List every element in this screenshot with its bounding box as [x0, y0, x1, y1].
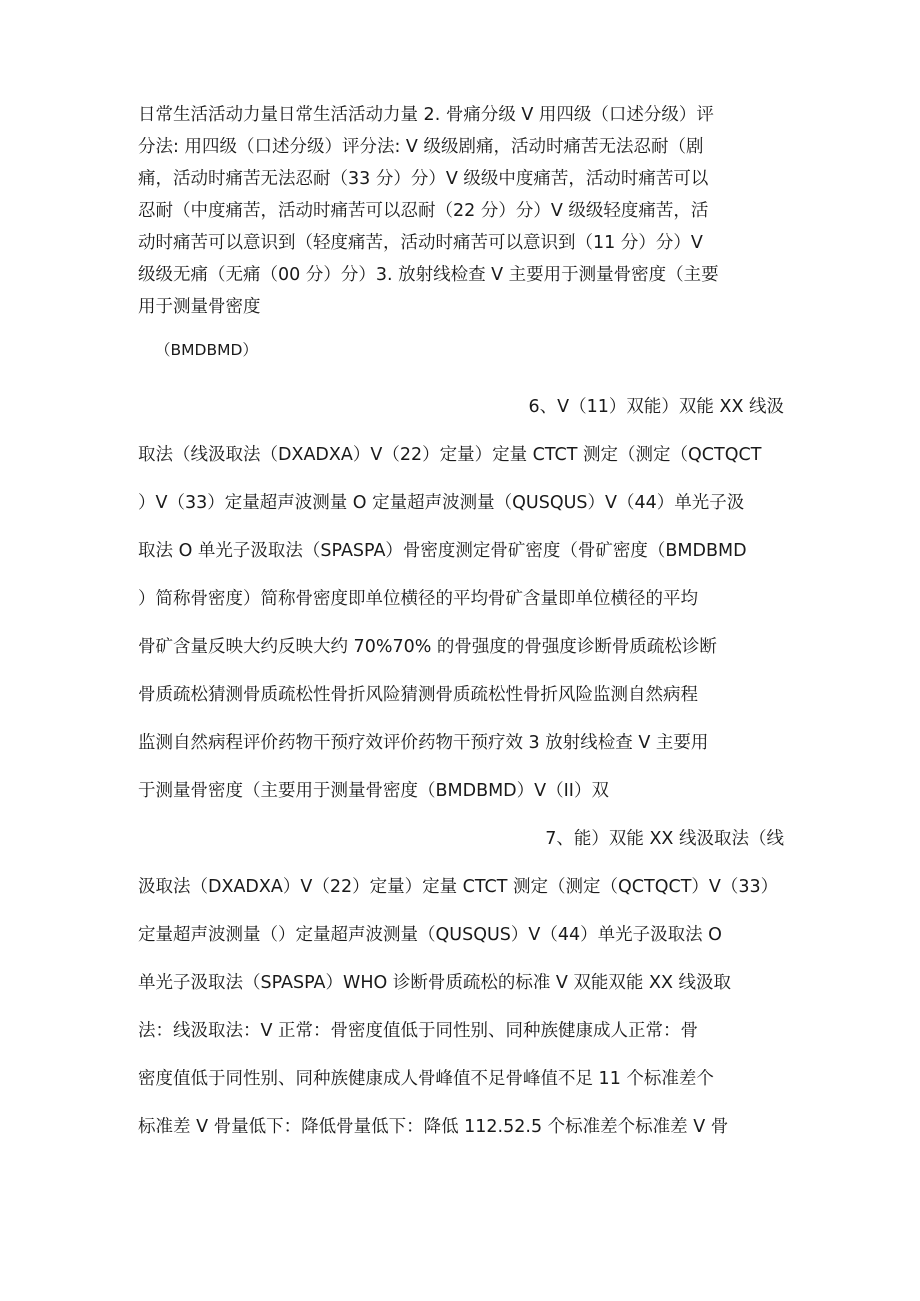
text-line: 取法（线汲取法（DXADXA）V（22）定量）定量 CTCT 测定（测定（QCTQCT: [138, 445, 762, 465]
text-line: 单光子汲取法（SPASPA）WHO 诊断骨质疏松的标准 V 双能双能 XX 线汲取: [138, 973, 732, 993]
text-line: 定量超声波测量（）定量超声波测量（QUSQUS）V（44）单光子汲取法 O: [138, 925, 722, 945]
text-line: 用于测量骨密度: [138, 297, 261, 317]
text-line: 取法 O 单光子汲取法（SPASPA）骨密度测定骨矿密度（骨矿密度（BMDBMD: [138, 541, 747, 561]
section-heading: 7、能）双能 XX 线汲取法（线: [545, 829, 784, 849]
text-line: 法：线汲取法：V 正常：骨密度值低于同性别、同种族健康成人正常：骨: [138, 1021, 699, 1041]
text-line: 级级无痛（无痛（00 分）分）3. 放射线检查 V 主要用于测量骨密度（主要: [138, 265, 719, 285]
text-line: 骨质疏松猜测骨质疏松性骨折风险猜测骨质疏松性骨折风险监测自然病程: [138, 685, 698, 705]
text-line: 汲取法（DXADXA）V（22）定量）定量 CTCT 测定（测定（QCTQCT）V（33）: [138, 877, 779, 897]
text-line: 日常生活活动力量日常生活活动力量 2. 骨痛分级 V 用四级（口述分级）评: [138, 105, 714, 125]
text-line: 密度值低于同性别、同种族健康成人骨峰值不足骨峰值不足 11 个标准差个: [138, 1069, 714, 1089]
bmd-line: （BMDBMD）: [155, 341, 258, 359]
text-line: 忍耐（中度痛苦，活动时痛苦可以忍耐（22 分）分）V 级级轻度痛苦，活: [138, 201, 709, 221]
section-heading: 6、V（11）双能）双能 XX 线汲: [528, 397, 784, 417]
text-line: 监测自然病程评价药物干预疗效评价药物干预疗效 3 放射线检查 V 主要用: [138, 733, 709, 753]
text-line: 分法: 用四级（口述分级）评分法: V 级级剧痛，活动时痛苦无法忍耐（剧: [138, 137, 704, 157]
text-line: ）简称骨密度）简称骨密度即单位横径的平均骨矿含量即单位横径的平均: [138, 589, 698, 609]
text-line: ）V（33）定量超声波测量 O 定量超声波测量（QUSQUS）V（44）单光子汲: [138, 493, 745, 513]
text-line: 标准差 V 骨量低下：降低骨量低下：降低 112.52.5 个标准差个标准差 V 骨: [138, 1117, 729, 1137]
text-line: 痛，活动时痛苦无法忍耐（33 分）分）V 级级中度痛苦，活动时痛苦可以: [138, 169, 709, 189]
text-line: 骨矿含量反映大约反映大约 70%70% 的骨强度的骨强度诊断骨质疏松诊断: [138, 637, 717, 657]
text-line: 于测量骨密度（主要用于测量骨密度（BMDBMD）V（II）双: [138, 781, 609, 801]
text-line: 动时痛苦可以意识到（轻度痛苦，活动时痛苦可以意识到（11 分）分）V: [138, 233, 703, 253]
